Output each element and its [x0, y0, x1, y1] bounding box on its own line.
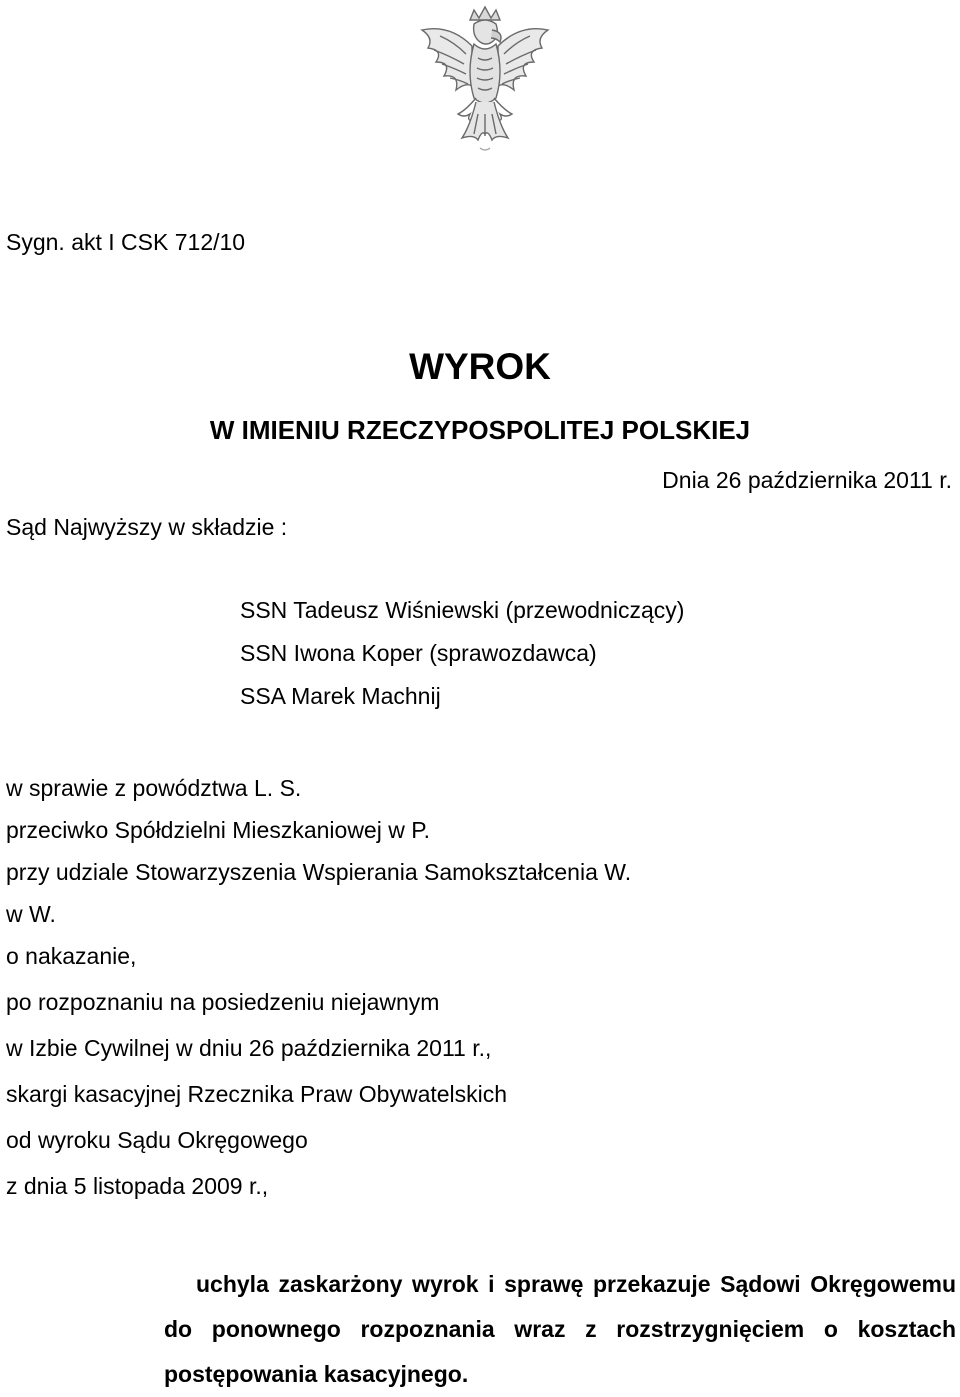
verdict-text: uchyla zaskarżony wyrok i sprawę przekazuje Sądowi Okręgowemu do ponownego rozpoznania wraz z rozstrzygnięciem o kosztach postępowania kasacyjnego.	[164, 1271, 956, 1387]
document-title: WYROK	[409, 346, 551, 387]
case-reference: Sygn. akt I CSK 712/10	[6, 229, 246, 255]
case-line: przy udziale Stowarzyszenia Wspierania Samokształcenia W.	[6, 859, 632, 885]
case-line: w Izbie Cywilnej w dniu 26 października 2011 r.,	[6, 1035, 492, 1061]
case-line: po rozpoznaniu na posiedzeniu niejawnym	[6, 989, 440, 1015]
case-line: o nakazanie,	[6, 943, 137, 969]
court-composition-intro: Sąd Najwyższy w składzie :	[6, 514, 288, 540]
judge-entry: SSN Tadeusz Wiśniewski (przewodniczący)	[240, 597, 685, 623]
judge-entry: SSA Marek Machnij	[240, 683, 441, 709]
case-line: skargi kasacyjnej Rzecznika Praw Obywatelskich	[6, 1081, 508, 1107]
judgment-date: Dnia 26 października 2011 r.	[662, 467, 952, 493]
case-line: od wyroku Sądu Okręgowego	[6, 1127, 308, 1153]
document-subtitle: W IMIENIU RZECZYPOSPOLITEJ POLSKIEJ	[209, 415, 751, 445]
case-details	[6, 774, 631, 1218]
judge-panel	[240, 596, 684, 725]
case-line: w sprawie z powództwa L. S.	[6, 775, 302, 801]
case-line: z dnia 5 listopada 2009 r.,	[6, 1173, 269, 1199]
white-eagle-emblem-icon	[400, 2, 570, 162]
case-line: w W.	[6, 901, 56, 927]
judge-entry: SSN Iwona Koper (sprawozdawca)	[240, 640, 597, 666]
case-line: przeciwko Spółdzielni Mieszkaniowej w P.	[6, 817, 430, 843]
